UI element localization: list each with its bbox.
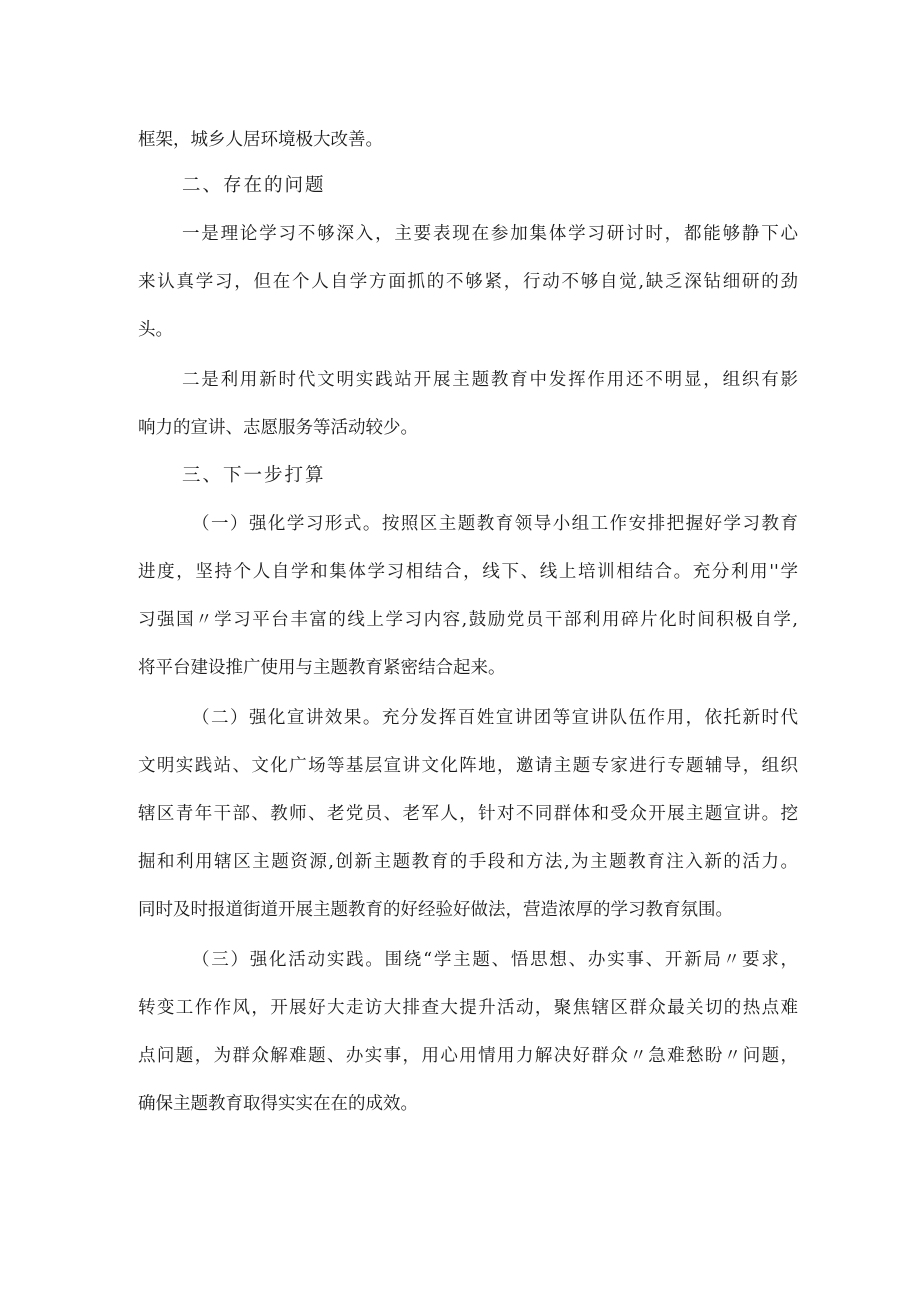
section-heading-problems: 二、存在的问题: [182, 175, 326, 196]
paragraph-line: 点问题，为群众解难题、办实事，用心用情用力解决好群众〃急难愁盼〃问题，: [138, 1046, 798, 1066]
section-heading-next-steps: 三、下一步打算: [182, 465, 326, 486]
paragraph-line: 来认真学习，但在个人自学方面抓的不够紧，行动不够自觉,缺乏深钻细研的劲: [138, 272, 798, 292]
paragraph-line: 将平台建设推广使用与主题教育紧密结合起来。: [138, 658, 506, 678]
paragraph-line: （二）强化宣讲效果。充分发挥百姓宣讲团等宣讲队伍作用，依托新时代: [192, 708, 798, 728]
paragraph-line: 掘和利用辖区主题资源,创新主题教育的手段和方法,为主题教育注入新的活力。: [138, 852, 798, 872]
paragraph-line: 一是理论学习不够深入，主要表现在参加集体学习研讨时，都能够静下心: [182, 224, 798, 244]
paragraph-line: 二是利用新时代文明实践站开展主题教育中发挥作用还不明显，组织有影: [182, 370, 798, 390]
paragraph-line: 同时及时报道街道开展主题教育的好经验好做法，营造浓厚的学习教育氛围。: [138, 900, 733, 920]
paragraph-line: 习强国〃学习平台丰富的线上学习内容,鼓励党员干部利用碎片化时间积极自学,: [138, 610, 798, 630]
paragraph-line: 转变工作作风，开展好大走访大排查大提升活动，聚焦辖区群众最关切的热点难: [138, 998, 798, 1018]
paragraph-line: （三）强化活动实践。围绕“学主题、悟思想、办实事、开新局〃要求，: [192, 950, 798, 970]
paragraph-line: 进度，坚持个人自学和集体学习相结合，线下、线上培训相结合。充分利用''学: [138, 562, 798, 582]
paragraph-line: 文明实践站、文化广场等基层宣讲文化阵地，邀请主题专家进行专题辅导，组织: [138, 756, 798, 776]
paragraph-line: 确保主题教育取得实实在在的成效。: [138, 1094, 418, 1114]
paragraph-line: 框架，城乡人居环境极大改善。: [138, 130, 383, 150]
paragraph-line: 辖区青年干部、教师、老党员、老军人，针对不同群体和受众开展主题宣讲。挖: [138, 804, 798, 824]
paragraph-line: 头。: [138, 320, 173, 340]
paragraph-line: （一）强化学习形式。按照区主题教育领导小组工作安排把握好学习教育: [192, 514, 798, 534]
paragraph-line: 响力的宣讲、志愿服务等活动较少。: [138, 418, 418, 438]
